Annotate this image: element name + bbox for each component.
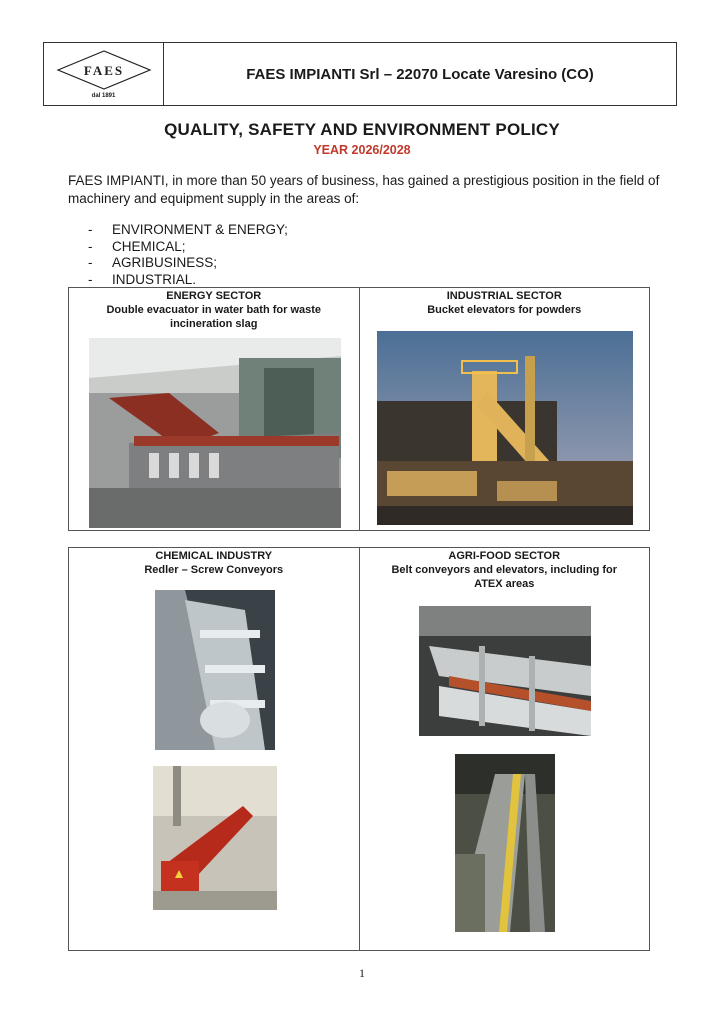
industrial-sector-cell [359, 288, 650, 530]
area-label: AGRIBUSINESS; [112, 255, 218, 270]
area-label: INDUSTRIAL. [112, 271, 197, 287]
list-item: - ENVIRONMENT & ENERGY; [88, 222, 288, 237]
page-number: 1 [359, 966, 365, 980]
policy-years: YEAR 2026/2028 [313, 143, 411, 157]
sector-table-top [68, 287, 650, 531]
sector-title: INDUSTRIAL SECTOR [446, 290, 562, 302]
belt-conveyor-photo [419, 606, 591, 736]
list-item: - INDUSTRIAL. [88, 271, 197, 287]
area-label: ENVIRONMENT & ENERGY; [112, 222, 288, 237]
chemical-industry-cell [69, 548, 359, 950]
area-label: CHEMICAL; [112, 238, 186, 254]
logo-text: FAES [83, 63, 125, 78]
sector-title: CHEMICAL INDUSTRY [155, 550, 273, 562]
logo-year: dal 1891 [91, 93, 116, 99]
sector-title: AGRI-FOOD SECTOR [448, 550, 561, 562]
energy-sector-cell [69, 288, 359, 530]
list-item: - AGRIBUSINESS; [88, 255, 218, 270]
company-logo [44, 43, 164, 105]
page-title: QUALITY, SAFETY AND ENVIRONMENT POLICY [164, 120, 560, 139]
sector-description: Redler – Screw Conveyors [144, 564, 284, 576]
elevator-conveyor-photo [455, 754, 555, 932]
sector-description: Bucket elevators for powders [427, 304, 582, 316]
sector-description: Belt conveyors and elevators, including for ATEX areas [391, 564, 618, 590]
screw-conveyor-photo [155, 590, 275, 750]
list-item: - CHEMICAL; [88, 238, 186, 254]
agri-food-sector-cell [359, 548, 650, 950]
company-name: FAES IMPIANTI Srl – 22070 Locate Varesino (CO) [246, 65, 594, 83]
redler-conveyor-photo [153, 766, 277, 910]
business-areas-list [88, 222, 288, 288]
intro-paragraph: FAES IMPIANTI, in more than 50 years of business, has gained a prestigious position in the field of machinery and equipment supply in the areas of: [68, 173, 660, 206]
sector-title: ENERGY SECTOR [166, 290, 262, 302]
faes-logo-icon [54, 47, 154, 93]
industrial-sector-photo [377, 331, 633, 525]
sector-table-bottom [68, 547, 650, 951]
document-header [43, 42, 677, 106]
energy-sector-photo [89, 338, 341, 528]
sector-description: Double evacuator in water bath for waste incineration slag [106, 304, 322, 330]
